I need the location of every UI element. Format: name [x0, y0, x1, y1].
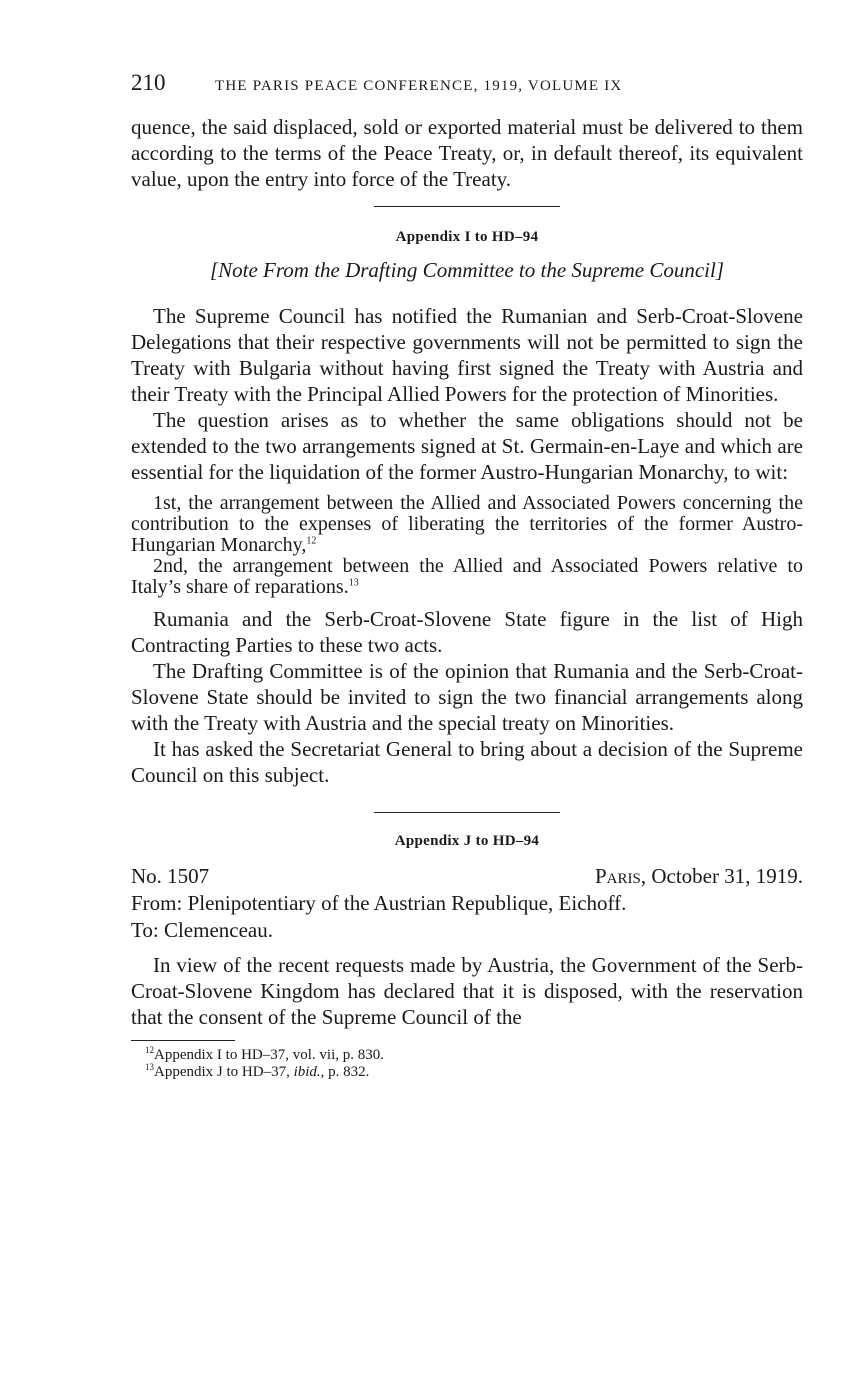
page-number: 210	[131, 70, 166, 95]
footnote-13	[145, 1064, 803, 1081]
appendix-i-heading: Appendix I to HD–94	[395, 229, 539, 245]
list-item	[131, 556, 803, 598]
letter-number: No. 1507	[131, 864, 210, 888]
letter-date: , October 31, 1919.	[640, 864, 803, 888]
footnote-text-end: , p. 832.	[320, 1064, 370, 1080]
footnotes	[131, 1047, 803, 1081]
appendix-i-paragraph-1: The Supreme Council has notified the Rumanian and Serb-Croat-Slovene Delegations that their respective governments will not be permitted to sign the Treaty with Bulgaria without having first signed the Treaty with Austria and their Treaty with the Principal Allied Powers for the protection of Minorities.	[131, 304, 803, 406]
list-item-text: 1st, the arrangement between the Allied and Associated Powers concerning the contribution to the expenses of liberating the territories of the former Austro-Hungarian Monarchy,	[131, 492, 803, 556]
appendix-i-paragraph-2: The question arises as to whether the same obligations should not be extended to the two arrangements signed at St. Germain-en-Laye and which are essential for the liquidation of the former Austro-Hungarian Monarchy, to wit:	[131, 408, 803, 484]
appendix-i-paragraph-3: Rumania and the Serb-Croat-Slovene State figure in the list of High Contracting Parties to these two acts.	[131, 607, 803, 657]
letter-place: Paris	[595, 864, 641, 888]
footnote-ref: 12	[306, 535, 317, 547]
running-title: THE PARIS PEACE CONFERENCE, 1919, VOLUME IX	[215, 78, 623, 94]
letter-header	[131, 862, 803, 890]
footnote-number: 12	[145, 1045, 154, 1055]
footnote-text: Appendix I to HD–37, vol. vii, p. 830.	[154, 1047, 384, 1063]
footnote-number: 13	[145, 1062, 154, 1072]
list-item	[131, 493, 803, 556]
continuation-paragraph: quence, the said displaced, sold or exported material must be delivered to them according to the terms of the Peace Treaty, or, in default thereof, its equivalent value, upon the entry into force of the Treaty.	[131, 115, 803, 191]
section-divider	[374, 206, 560, 207]
footnote-ref: 13	[348, 577, 359, 589]
appendix-j-heading: Appendix J to HD–94	[394, 833, 540, 849]
appendix-j-paragraph-1: In view of the recent requests made by Austria, the Government of the Serb-Croat-Slovene Kingdom has declared that it is disposed, with the reservation that the consent of the Supreme Council of the	[131, 953, 803, 1029]
footnote-12	[145, 1047, 803, 1064]
arrangements-list	[131, 493, 803, 598]
letter-from: From: Plenipotentiary of the Austrian Republique, Eichoff.	[131, 891, 627, 915]
section-divider	[374, 812, 560, 813]
footnote-divider	[131, 1040, 235, 1041]
footnote-text: Appendix J to HD–37,	[154, 1064, 294, 1080]
list-item-text: 2nd, the arrangement between the Allied and Associated Powers relative to Italy’s share of reparations.	[131, 555, 803, 598]
document-page	[131, 70, 803, 1081]
footnote-ibid: ibid.	[293, 1064, 321, 1080]
page-header	[131, 70, 803, 106]
letter-to: To: Clemenceau.	[131, 918, 273, 942]
appendix-i-note-title: [Note From the Drafting Committee to the Supreme Council]	[209, 258, 725, 282]
appendix-i-paragraph-4: The Drafting Committee is of the opinion that Rumania and the Serb-Croat-Slovene State should be invited to sign the two financial arrangements along with the Treaty with Austria and the special treaty on Minorities.	[131, 659, 803, 735]
appendix-i-paragraph-5: It has asked the Secretariat General to bring about a decision of the Supreme Council on this subject.	[131, 737, 803, 787]
letter-dateline	[595, 862, 803, 890]
